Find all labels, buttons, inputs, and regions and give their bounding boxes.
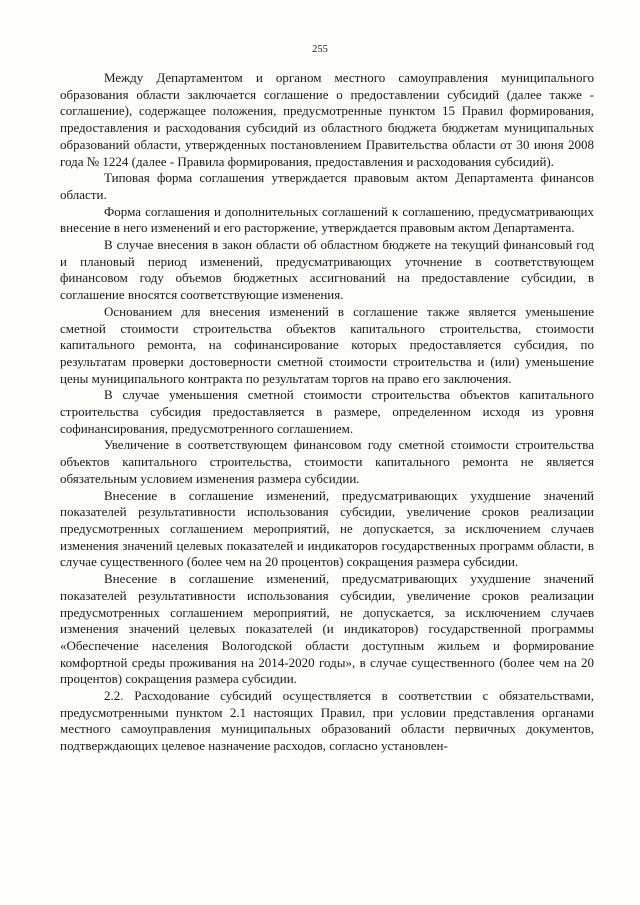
paragraph-budget-changes: В случае внесения в закон области об областном бюджете на текущий финансовый год и плановый период изменений, предусматривающих уточнение в соответствующем финансовом году объемов бюджетных ассигнований на предоставление субсидии, в соглашение вносятся соответствующие изменения. (60, 237, 594, 303)
paragraph-subsidy-spending: 2.2. Расходование субсидий осуществляется в соответствии с обязательствами, предусмотренными пунктом 2.1 настоящих Правил, при условии представления органами местного самоуправления муниципальных образований области первичных документов, подтверждающих целевое назначение расходов, согласно установлен- (60, 688, 594, 754)
paragraph-indicator-changes-state-programs: Внесение в соглашение изменений, предусматривающих ухудшение значений показателей результативности использования субсидии, увеличение сроков реализации предусмотренных соглашением мероприятий, не допускается, за исключением случаев изменения значений целевых показателей и индикаторов государственных программ области, в случае существенного (более чем на 20 процентов) сокращения размера субсидии. (60, 487, 594, 570)
paragraph-standard-form: Типовая форма соглашения утверждается правовым актом Департамента финансов области. (60, 170, 594, 202)
paragraph-cost-reduction-basis: Основанием для внесения изменений в соглашение также является уменьшение сметной стоимости строительства объектов капитального строительства, стоимости капитального ремонта, на софинансирование которых предоставляется субсидия, по результатам проверки достоверности сметной стоимости строительства и (или) уменьшение цены муниципального контракта по результатам торгов на право его заключения. (60, 303, 594, 386)
paragraph-cost-reduction-subsidy: В случае уменьшения сметной стоимости строительства объектов капитального строительства субсидия предоставляется в размере, определенном исходя из уровня софинансирования, предусмотренного соглашением. (60, 387, 594, 436)
paragraph-cost-increase: Увеличение в соответствующем финансовом году сметной стоимости строительства объектов капитального строительства, стоимости капитального ремонта не является обязательным условием изменения размера субсидии. (60, 437, 594, 486)
paragraph-agreement-conclusion: Между Департаментом и органом местного самоуправления муниципального образования области заключается соглашение о предоставлении субсидий (далее также - соглашение), содержащее положения, предусмотренные пунктом 15 Правил формирования, предоставления и расходования субсидий из областного бюджета бюджетам муниципальных образований области, утвержденных постановлением Правительства области от 30 июня 2008 года № 1224 (далее - Правила формирования, предоставления и расходования субсидий). (60, 70, 594, 169)
paragraph-indicator-changes-housing-program: Внесение в соглашение изменений, предусматривающих ухудшение значений показателей результативности использования субсидии, увеличение сроков реализации предусмотренных соглашением мероприятий, не допускается, за исключением случаев изменения значений целевых показателей (и индикаторов) государственной программы «Обеспечение населения Вологодской области доступным жильем и формирование комфортной среды проживания на 2014-2020 годы», в случае существенного (более чем на 20 процентов) сокращения размера субсидии. (60, 571, 594, 687)
document-body (60, 70, 594, 755)
paragraph-amendment-form: Форма соглашения и дополнительных соглашений к соглашению, предусматривающих внесение в него изменений и его расторжение, утверждается правовым актом Департамента. (60, 203, 594, 236)
page-number: 255 (312, 44, 328, 55)
